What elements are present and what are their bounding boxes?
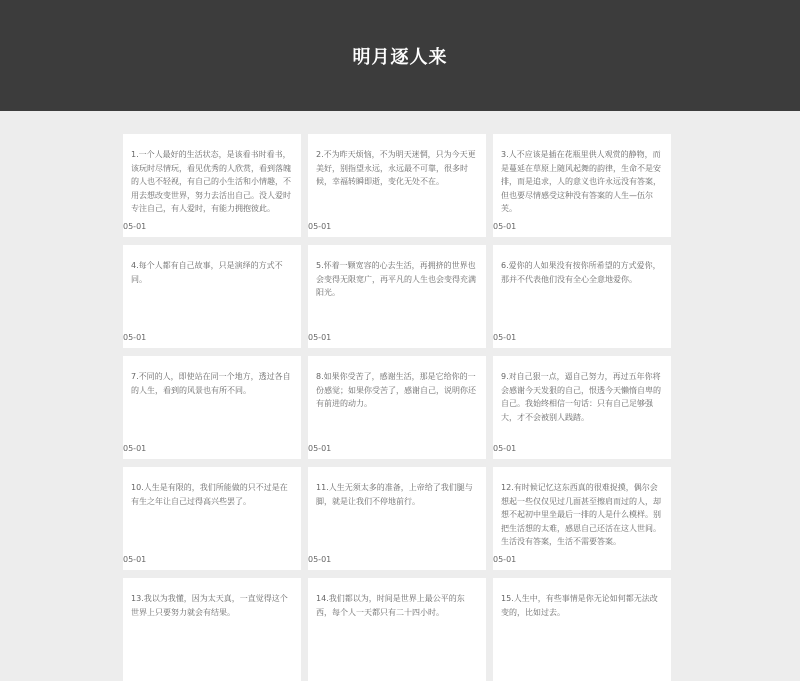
post-card[interactable] [493,356,671,459]
post-card[interactable] [493,578,671,681]
post-date: 05-01 [123,333,147,342]
post-grid [0,111,800,617]
post-date: 05-01 [493,555,517,564]
post-text: 15.人生中，有些事情是你无论如何都无法改变的，比如过去。 [501,594,658,617]
post-card[interactable] [493,467,671,570]
post-text: 13.我以为我懂，因为太天真，一直觉得这个世界上只要努力就会有结果。 [131,594,288,617]
post-text: 10.人生是有限的，我们所能做的只不过是在有生之年让自己过得高兴些罢了。 [131,483,288,506]
post-text: 3.人不应该是插在花瓶里供人观赏的静物，而是蔓延在草原上随风起舞的韵律，生命不是安排，而是追求，人的意义也许永远没有答案，但也要尽情感受这种没有答案的人生—伍尔芙。 [501,150,661,213]
post-card[interactable] [493,134,671,237]
site-header [0,0,800,111]
post-card[interactable] [308,134,486,237]
post-card[interactable] [123,134,301,237]
post-card[interactable] [308,578,486,681]
post-text: 9.对自己狠一点，逼自己努力，再过五年你将会感谢今天发狠的自己，恨透今天懒惰自卑的自己。我始终相信一句话：只有自己足够强大，才不会被别人践踏。 [501,372,661,422]
post-date: 05-01 [308,333,332,342]
post-text: 8.如果你受苦了，感谢生活，那是它给你的一份感觉；如果你受苦了，感谢自己，说明你还有前进的动力。 [316,372,476,408]
post-date: 05-01 [123,444,147,453]
post-card[interactable] [123,245,301,348]
post-card[interactable] [123,356,301,459]
post-date: 05-01 [493,444,517,453]
post-text: 5.怀着一颗宽容的心去生活，再拥挤的世界也会变得无限宽广，再平凡的人生也会变得充满阳光。 [316,261,476,297]
post-card[interactable] [308,245,486,348]
post-text: 2.不为昨天烦恼，不为明天迷惘，只为今天更美好，别指望永远，永远最不可靠，很多时候，幸福转瞬即逝，变化无处不在。 [316,150,476,186]
post-date: 05-01 [123,555,147,564]
post-text: 6.爱你的人如果没有按你所希望的方式爱你，那并不代表他们没有全心全意地爱你。 [501,261,661,284]
post-text: 14.我们都以为，时间是世界上最公平的东西，每个人一天都只有二十四小时。 [316,594,465,617]
post-text: 1.一个人最好的生活状态，是该看书时看书，该玩时尽情玩，看见优秀的人欣赏，看到落魄的人也不轻视，有自己的小生活和小情趣，不用去想改变世界，努力去活出自己。没人爱时专注自己，有人爱时，有能力拥抱彼此。 [131,150,291,213]
post-card[interactable] [493,245,671,348]
post-date: 05-01 [493,333,517,342]
post-date: 05-01 [308,444,332,453]
post-date: 05-01 [123,222,147,231]
post-card[interactable] [123,578,301,681]
post-card[interactable] [308,356,486,459]
site-title[interactable]: 明月逐人来 [352,46,448,68]
post-card[interactable] [123,467,301,570]
post-text: 11.人生无须太多的准备，上帝给了我们腿与脚，就是让我们不停地前行。 [316,483,473,506]
post-card[interactable] [308,467,486,570]
post-date: 05-01 [493,222,517,231]
post-text: 4.每个人都有自己故事，只是演绎的方式不同。 [131,261,283,284]
post-text: 12.有时候记忆这东西真的很难捉摸，偶尔会想起一些仅仅见过几面甚至擦肩而过的人，却想不起初中里坐最后一排的人是什么模样。别把生活想的太难，感恩自己还活在这人世间。生活没有答案，生活不需要答案。 [501,483,661,546]
post-text: 7.不同的人，即使站在同一个地方，透过各自的人生，看到的风景也有所不同。 [131,372,291,395]
post-date: 05-01 [308,555,332,564]
post-date: 05-01 [308,222,332,231]
